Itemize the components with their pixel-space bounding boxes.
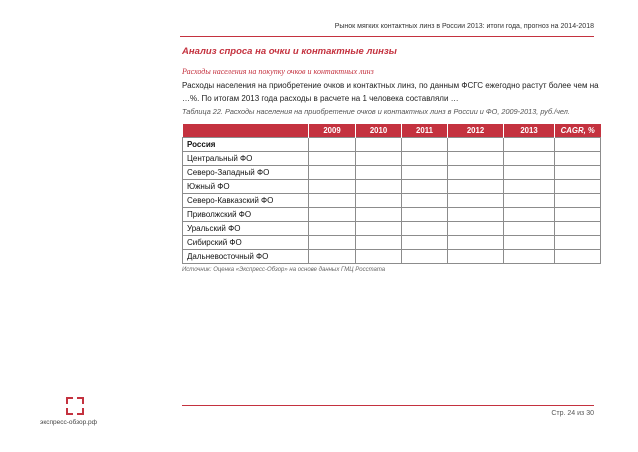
value-cell (448, 250, 504, 264)
column-header: 2009 (309, 124, 356, 138)
table-row (183, 138, 601, 152)
value-cell (448, 152, 504, 166)
value-cell (309, 138, 356, 152)
footer-divider (182, 405, 594, 406)
table-caption: Таблица 22. Расходы населения на приобретение очков и контактных линз в России и ФО, 2009-2013, руб./чел. (182, 107, 570, 116)
value-cell (309, 236, 356, 250)
value-cell (555, 250, 601, 264)
region-name-cell: Приволжский ФО (183, 208, 309, 222)
section-title: Анализ спроса на очки и контактные линзы (182, 46, 397, 57)
value-cell (402, 250, 448, 264)
value-cell (448, 194, 504, 208)
brackets-frame-icon (66, 397, 84, 415)
logo-text: экспресс-обзор.рф (40, 419, 97, 426)
table-header-row (183, 124, 601, 138)
region-name-cell: Россия (183, 138, 309, 152)
region-name-cell: Северо-Кавказский ФО (183, 194, 309, 208)
value-cell (504, 208, 555, 222)
value-cell (504, 166, 555, 180)
value-cell (309, 222, 356, 236)
region-name-cell: Северо-Западный ФО (183, 166, 309, 180)
table-row (183, 208, 601, 222)
value-cell (448, 236, 504, 250)
value-cell (309, 250, 356, 264)
value-cell (504, 250, 555, 264)
value-cell (555, 138, 601, 152)
value-cell (356, 236, 402, 250)
value-cell (448, 138, 504, 152)
value-cell (402, 138, 448, 152)
column-header: 2011 (402, 124, 448, 138)
value-cell (448, 222, 504, 236)
value-cell (448, 180, 504, 194)
value-cell (356, 180, 402, 194)
value-cell (555, 236, 601, 250)
value-cell (309, 180, 356, 194)
value-cell (402, 208, 448, 222)
column-header (183, 124, 309, 138)
page-number: Стр. 24 из 30 (551, 410, 594, 417)
table-row (183, 222, 601, 236)
region-name-cell: Южный ФО (183, 180, 309, 194)
value-cell (555, 166, 601, 180)
table-row (183, 152, 601, 166)
table-row (183, 180, 601, 194)
value-cell (555, 208, 601, 222)
expenses-table (182, 124, 601, 264)
value-cell (356, 222, 402, 236)
value-cell (309, 152, 356, 166)
subsection-title: Расходы населения на покупку очков и контактных линз (182, 67, 374, 76)
value-cell (504, 138, 555, 152)
value-cell (504, 180, 555, 194)
value-cell (356, 166, 402, 180)
column-header: 2012 (448, 124, 504, 138)
table-row (183, 236, 601, 250)
region-name-cell: Уральский ФО (183, 222, 309, 236)
value-cell (555, 180, 601, 194)
table-source-note: Источник: Оценка «Экспресс-Обзор» на основе данных ГМЦ Росстата (182, 267, 386, 273)
value-cell (504, 152, 555, 166)
document-header-title: Рынок мягких контактных линз в России 2013: итоги года, прогноз на 2014-2018 (334, 23, 594, 30)
value-cell (309, 194, 356, 208)
value-cell (555, 222, 601, 236)
value-cell (309, 208, 356, 222)
value-cell (555, 152, 601, 166)
value-cell (504, 222, 555, 236)
value-cell (356, 152, 402, 166)
value-cell (555, 194, 601, 208)
region-name-cell: Сибирский ФО (183, 236, 309, 250)
column-header: CAGR, % (555, 124, 601, 138)
column-header: 2013 (504, 124, 555, 138)
value-cell (402, 152, 448, 166)
table-row (183, 194, 601, 208)
value-cell (402, 236, 448, 250)
company-logo (40, 397, 112, 433)
body-paragraph: Расходы населения на приобретение очков и контактных линз, по данным ФСГС ежегодно растут более чем на …%. По итогам 2013 года расходы в расчете на 1 человека составляли … (182, 81, 599, 103)
value-cell (448, 166, 504, 180)
value-cell (356, 250, 402, 264)
region-name-cell: Дальневосточный ФО (183, 250, 309, 264)
table-row (183, 166, 601, 180)
value-cell (356, 208, 402, 222)
header-divider (180, 36, 594, 37)
value-cell (356, 138, 402, 152)
column-header: 2010 (356, 124, 402, 138)
value-cell (402, 166, 448, 180)
value-cell (309, 166, 356, 180)
value-cell (504, 194, 555, 208)
value-cell (402, 194, 448, 208)
value-cell (356, 194, 402, 208)
value-cell (504, 236, 555, 250)
region-name-cell: Центральный ФО (183, 152, 309, 166)
value-cell (448, 208, 504, 222)
value-cell (402, 180, 448, 194)
value-cell (402, 222, 448, 236)
table-row (183, 250, 601, 264)
